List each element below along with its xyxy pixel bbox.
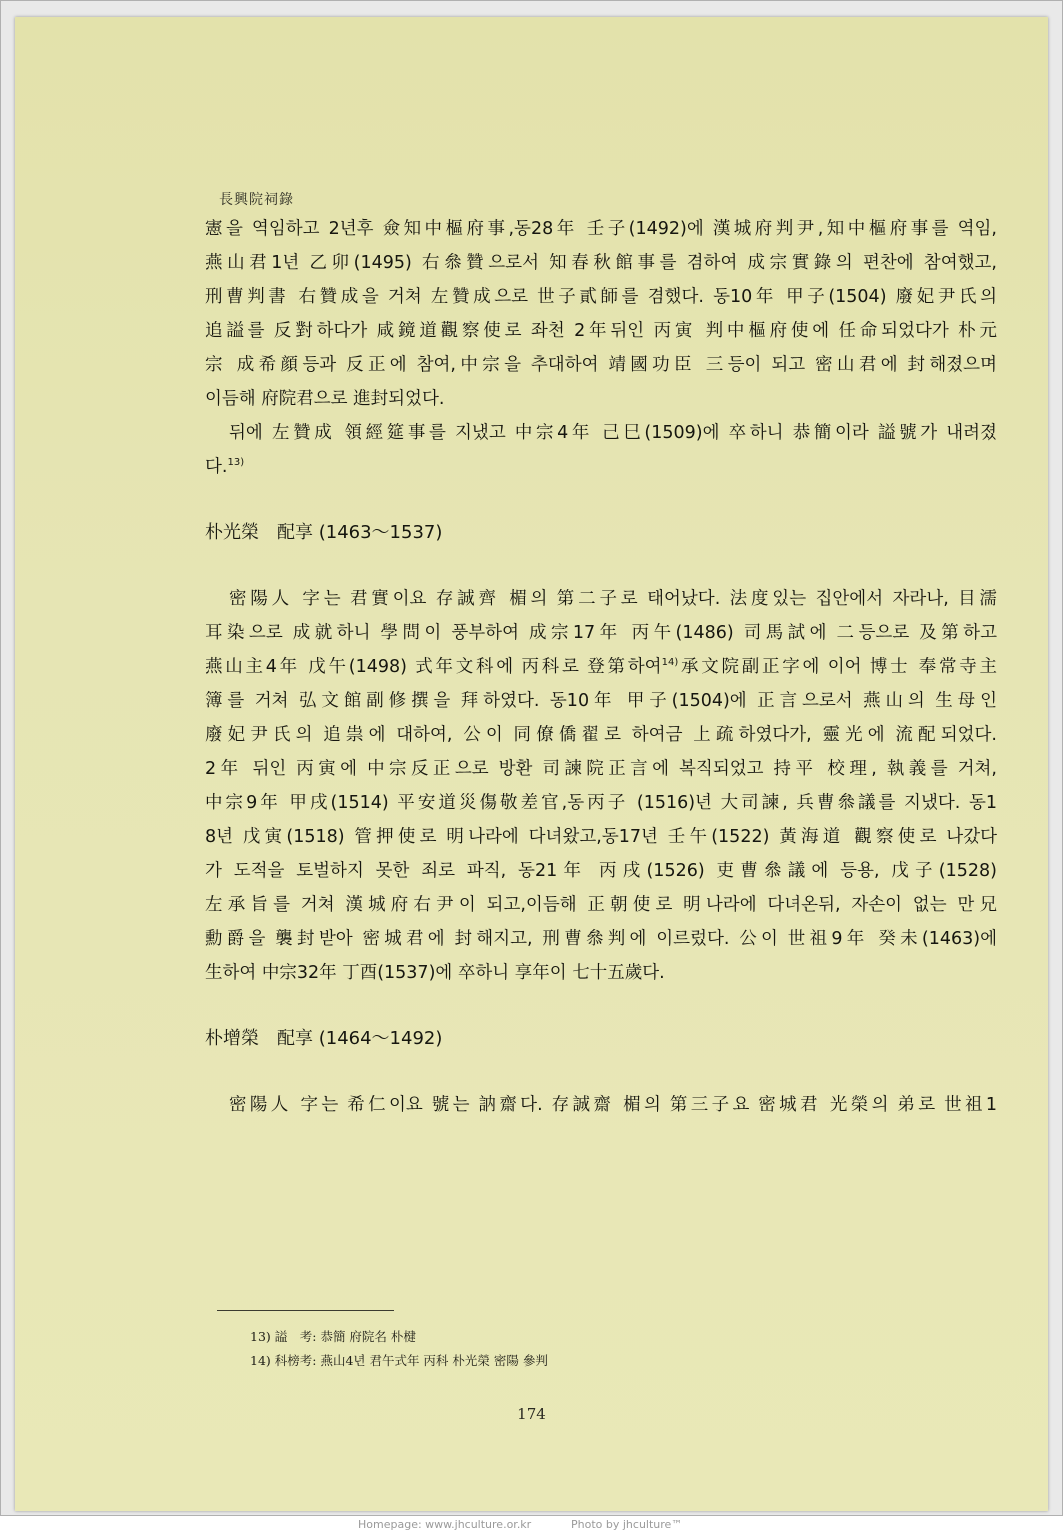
footnote-ref: 14) — [661, 657, 679, 669]
footnote: 13) 謚 考: 恭簡 府院名 朴楗 — [250, 1329, 416, 1344]
page-number: 174 — [517, 1405, 546, 1423]
text-fragment: 燕山主4年 戊午(1498) 式年文科에 丙科로 登第하여 — [205, 657, 662, 677]
footnotes — [250, 1325, 548, 1373]
text-line: 8년 戊寅(1518) 管押使로 明나라에 다녀왔고,동17년 壬午(1522) 黃海道 觀察使로 나갔다 — [205, 827, 997, 847]
text-line: 簿를 거쳐 弘文館副修撰을 拜하였다. 동10年 甲子(1504)에 正言으로서 燕山의 生母인 — [205, 691, 997, 711]
text-line: 뒤에 左贊成 領經筵事를 지냈고 中宗4年 己巳(1509)에 卒하니 恭簡이라 謚號가 내려졌 — [229, 423, 997, 443]
running-head: 長興院祠錄 — [219, 192, 294, 208]
section-heading: 朴增榮 配享 (1464～1492) — [205, 1028, 443, 1049]
text-line: 廢妃尹氏의 追祟에 대하여, 公이 同僚僑翟로 하여금 上疏하였다가, 靈光에 流配되었다. — [205, 725, 997, 745]
text-line: 燕山君1년 乙卯(1495) 右叅贊으로서 知春秋館事를 겸하여 成宗實錄의 편찬에 참여했고, — [205, 253, 997, 273]
text-line: 刑曹判書 右贊成을 거쳐 左贊成으로 世子貳師를 겸했다. 동10年 甲子(1504) 廢妃尹氏의 — [205, 287, 997, 307]
section-heading: 朴光榮 配享 (1463～1537) — [205, 522, 443, 543]
text-fragment: 다. — [205, 457, 228, 477]
text-line: 2年 뒤인 丙寅에 中宗反正으로 방환 司諫院正言에 복직되었고 持平 校理, 執義를 거쳐, — [205, 759, 997, 779]
text-line: 이듬해 府院君으로 進封되었다. — [205, 389, 445, 409]
text-line: 勳爵을 襲封받아 密城君에 封해지고, 刑曹叅判에 이르렀다. 公이 世祖9年 癸未(1463)에 — [205, 929, 997, 949]
text-line: 密陽人 字는 君實이요 存誠齊 楣의 第二子로 태어났다. 法度있는 집안에서 자라나, 目濡 — [229, 589, 997, 609]
footnote-rule — [217, 1310, 394, 1311]
footnote: 14) 科榜考: 燕山4년 君午式年 丙科 朴光榮 密陽 參判 — [250, 1353, 548, 1368]
homepage-credit: Homepage: www.jhculture.or.kr — [358, 1518, 532, 1531]
text-line: 密陽人 字는 希仁이요 號는 訥齋다. 存誠齋 楣의 第三子요 密城君 光榮의 弟로 世祖1 — [229, 1095, 997, 1115]
text-line: 左承旨를 거쳐 漢城府右尹이 되고,이듬해 正朝使로 明나라에 다녀온뒤, 자손이 없는 만兄 — [205, 895, 997, 915]
text-fragment: 承文院副正字에 이어 博士 奉常寺主 — [678, 657, 997, 677]
footnote-ref: 13) — [227, 457, 245, 469]
text-line — [205, 650, 997, 684]
book-page — [15, 17, 1048, 1511]
text-line: 耳染으로 成就하니 學問이 풍부하여 成宗17年 丙午(1486) 司馬試에 二등으로 及第하고 — [205, 623, 997, 643]
text-line: 宗 成希顔등과 反正에 참여,中宗을 추대하여 靖國功臣 三등이 되고 密山君에 封해졌으며 — [205, 355, 997, 375]
text-line — [205, 450, 997, 484]
text-line: 追謚를 反對하다가 咸鏡道觀察使로 좌천 2年뒤인 丙寅 判中樞府使에 任命되었다가 朴元 — [205, 321, 997, 341]
page-body — [205, 212, 997, 1122]
text-line: 가 도적을 토벌하지 못한 죄로 파직, 동21年 丙戌(1526) 吏曹叅議에 등용, 戊子(1528) — [205, 861, 997, 881]
text-line: 生하여 中宗32年 丁酉(1537)에 卒하니 享年이 七十五歲다. — [205, 963, 665, 983]
text-line: 憲을 역임하고 2년후 僉知中樞府事,동28年 壬子(1492)에 漢城府判尹,知中樞府事를 역임, — [205, 219, 997, 239]
photo-credit: Photo by jhculture™ — [571, 1518, 683, 1531]
text-line: 中宗9年 甲戌(1514) 平安道災傷敬差官,동丙子 (1516)년 大司諫, 兵曹叅議를 지냈다. 동1 — [205, 793, 997, 813]
